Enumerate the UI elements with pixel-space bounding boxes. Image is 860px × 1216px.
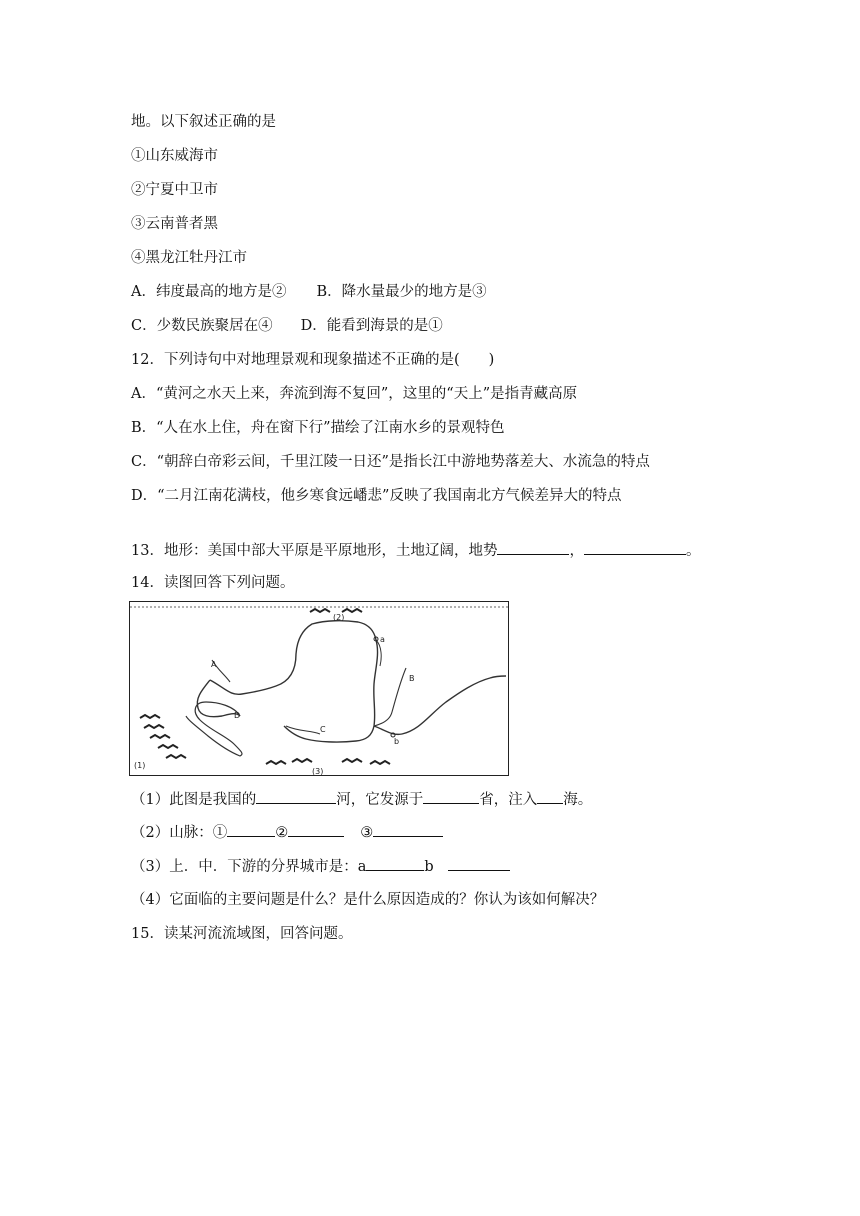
q11-option-a[interactable]: A．纬度最高的地方是② <box>131 284 287 300</box>
map-label-mountain-1: (1) <box>134 761 146 770</box>
q11-options-ab <box>131 282 487 302</box>
q14-sub1-text-3: 省，注入 <box>479 792 538 808</box>
map-label-C: C <box>320 725 326 734</box>
q14-sub2-blank-1[interactable] <box>227 822 275 837</box>
mountain-range-3 <box>266 759 390 764</box>
q14-sub1-blank-province[interactable] <box>423 789 479 804</box>
q14-sub3-text-2: b <box>424 859 434 875</box>
q14-sub2-blank-2[interactable] <box>288 822 344 837</box>
q13-end: 。 <box>685 543 701 559</box>
q13-text: 13．地形：美国中部大平原是平原地形，土地辽阔，地势 <box>131 543 498 559</box>
q14-sub1-text-1: （1）此图是我国的 <box>131 792 257 808</box>
q14-sub3-blank-a[interactable] <box>366 856 424 871</box>
q14-sub2-blank-3[interactable] <box>373 822 443 837</box>
q12-option-d[interactable]: D．“二月江南花满枝，他乡寒食远嶓悲”反映了我国南北方气候差异大的特点 <box>131 488 622 504</box>
q13-blank-2[interactable] <box>584 540 686 555</box>
q11-item-2: ②宁夏中卫市 <box>131 182 218 198</box>
q12-option-c[interactable]: C．“朝辞白帝彩云间，千里江陵一日还”是指长江中游地势落差大、水流急的特点 <box>131 454 650 470</box>
map-label-mountain-2: (2) <box>333 613 345 622</box>
q14-sub3 <box>131 856 510 877</box>
river-map-svg <box>130 602 508 775</box>
q14-sub1-blank-river[interactable] <box>256 789 336 804</box>
q14-sub1-text-4: 海。 <box>563 792 593 808</box>
q12-option-b[interactable]: B．“人在水上住，舟在窗下行”描绘了江南水乡的景观特色 <box>131 420 505 436</box>
q11-option-c[interactable]: C．少数民族聚居在④ <box>131 318 273 334</box>
q11-options-cd <box>131 316 443 336</box>
q14-sub3-text-1: （3）上．中．下游的分界城市是：a <box>131 859 367 875</box>
q11-intro: 地。以下叙述正确的是 <box>131 114 276 130</box>
tributary-b <box>374 668 406 726</box>
q11-option-d[interactable]: D．能看到海景的是① <box>300 318 443 334</box>
mountain-range-1 <box>140 715 186 758</box>
q14-sub3-blank-b[interactable] <box>448 856 510 871</box>
q11-item-3: ③云南普者黑 <box>131 216 218 232</box>
q14-sub2-text-2: ② <box>275 825 289 841</box>
map-label-mountain-3: (3) <box>312 767 324 775</box>
mountain-range-2 <box>310 609 362 612</box>
q14-sub2-text-3: ③ <box>360 825 374 841</box>
q14-sub2 <box>131 822 443 843</box>
q14-stem: 14．读图回答下列问题。 <box>131 575 295 591</box>
q13-blank-1[interactable] <box>497 540 569 555</box>
q11-item-1: ①山东威海市 <box>131 148 218 164</box>
map-label-B: B <box>409 674 415 683</box>
q12-stem: 12．下列诗句中对地理景观和现象描述不正确的是( ) <box>131 352 495 368</box>
q14-sub4: （4）它面临的主要问题是什么？是什么原因造成的？你认为该如何解决？ <box>131 892 605 908</box>
q11-option-b[interactable]: B．降水量最少的地方是③ <box>316 284 487 300</box>
q13-sep: ， <box>569 543 584 559</box>
q14-sub1 <box>131 789 592 810</box>
map-label-D: D <box>234 711 241 720</box>
q12-option-a[interactable]: A．“黄河之水天上来，奔流到海不复回”，这里的“天上”是指青藏高原 <box>131 386 578 402</box>
q11-item-4: ④黑龙江牡丹江市 <box>131 250 247 266</box>
q15-stem: 15．读某河流流域图，回答问题。 <box>131 926 353 942</box>
q14-sub1-blank-sea[interactable] <box>537 789 563 804</box>
main-river <box>210 621 378 742</box>
q13-line <box>131 540 700 561</box>
river-map <box>129 601 509 776</box>
map-label-b: b <box>394 737 400 746</box>
map-label-a: a <box>380 635 385 644</box>
map-label-A: A <box>211 660 217 669</box>
q14-sub1-text-2: 河，它发源于 <box>336 792 424 808</box>
q14-sub2-text-1: （2）山脉：① <box>131 825 228 841</box>
